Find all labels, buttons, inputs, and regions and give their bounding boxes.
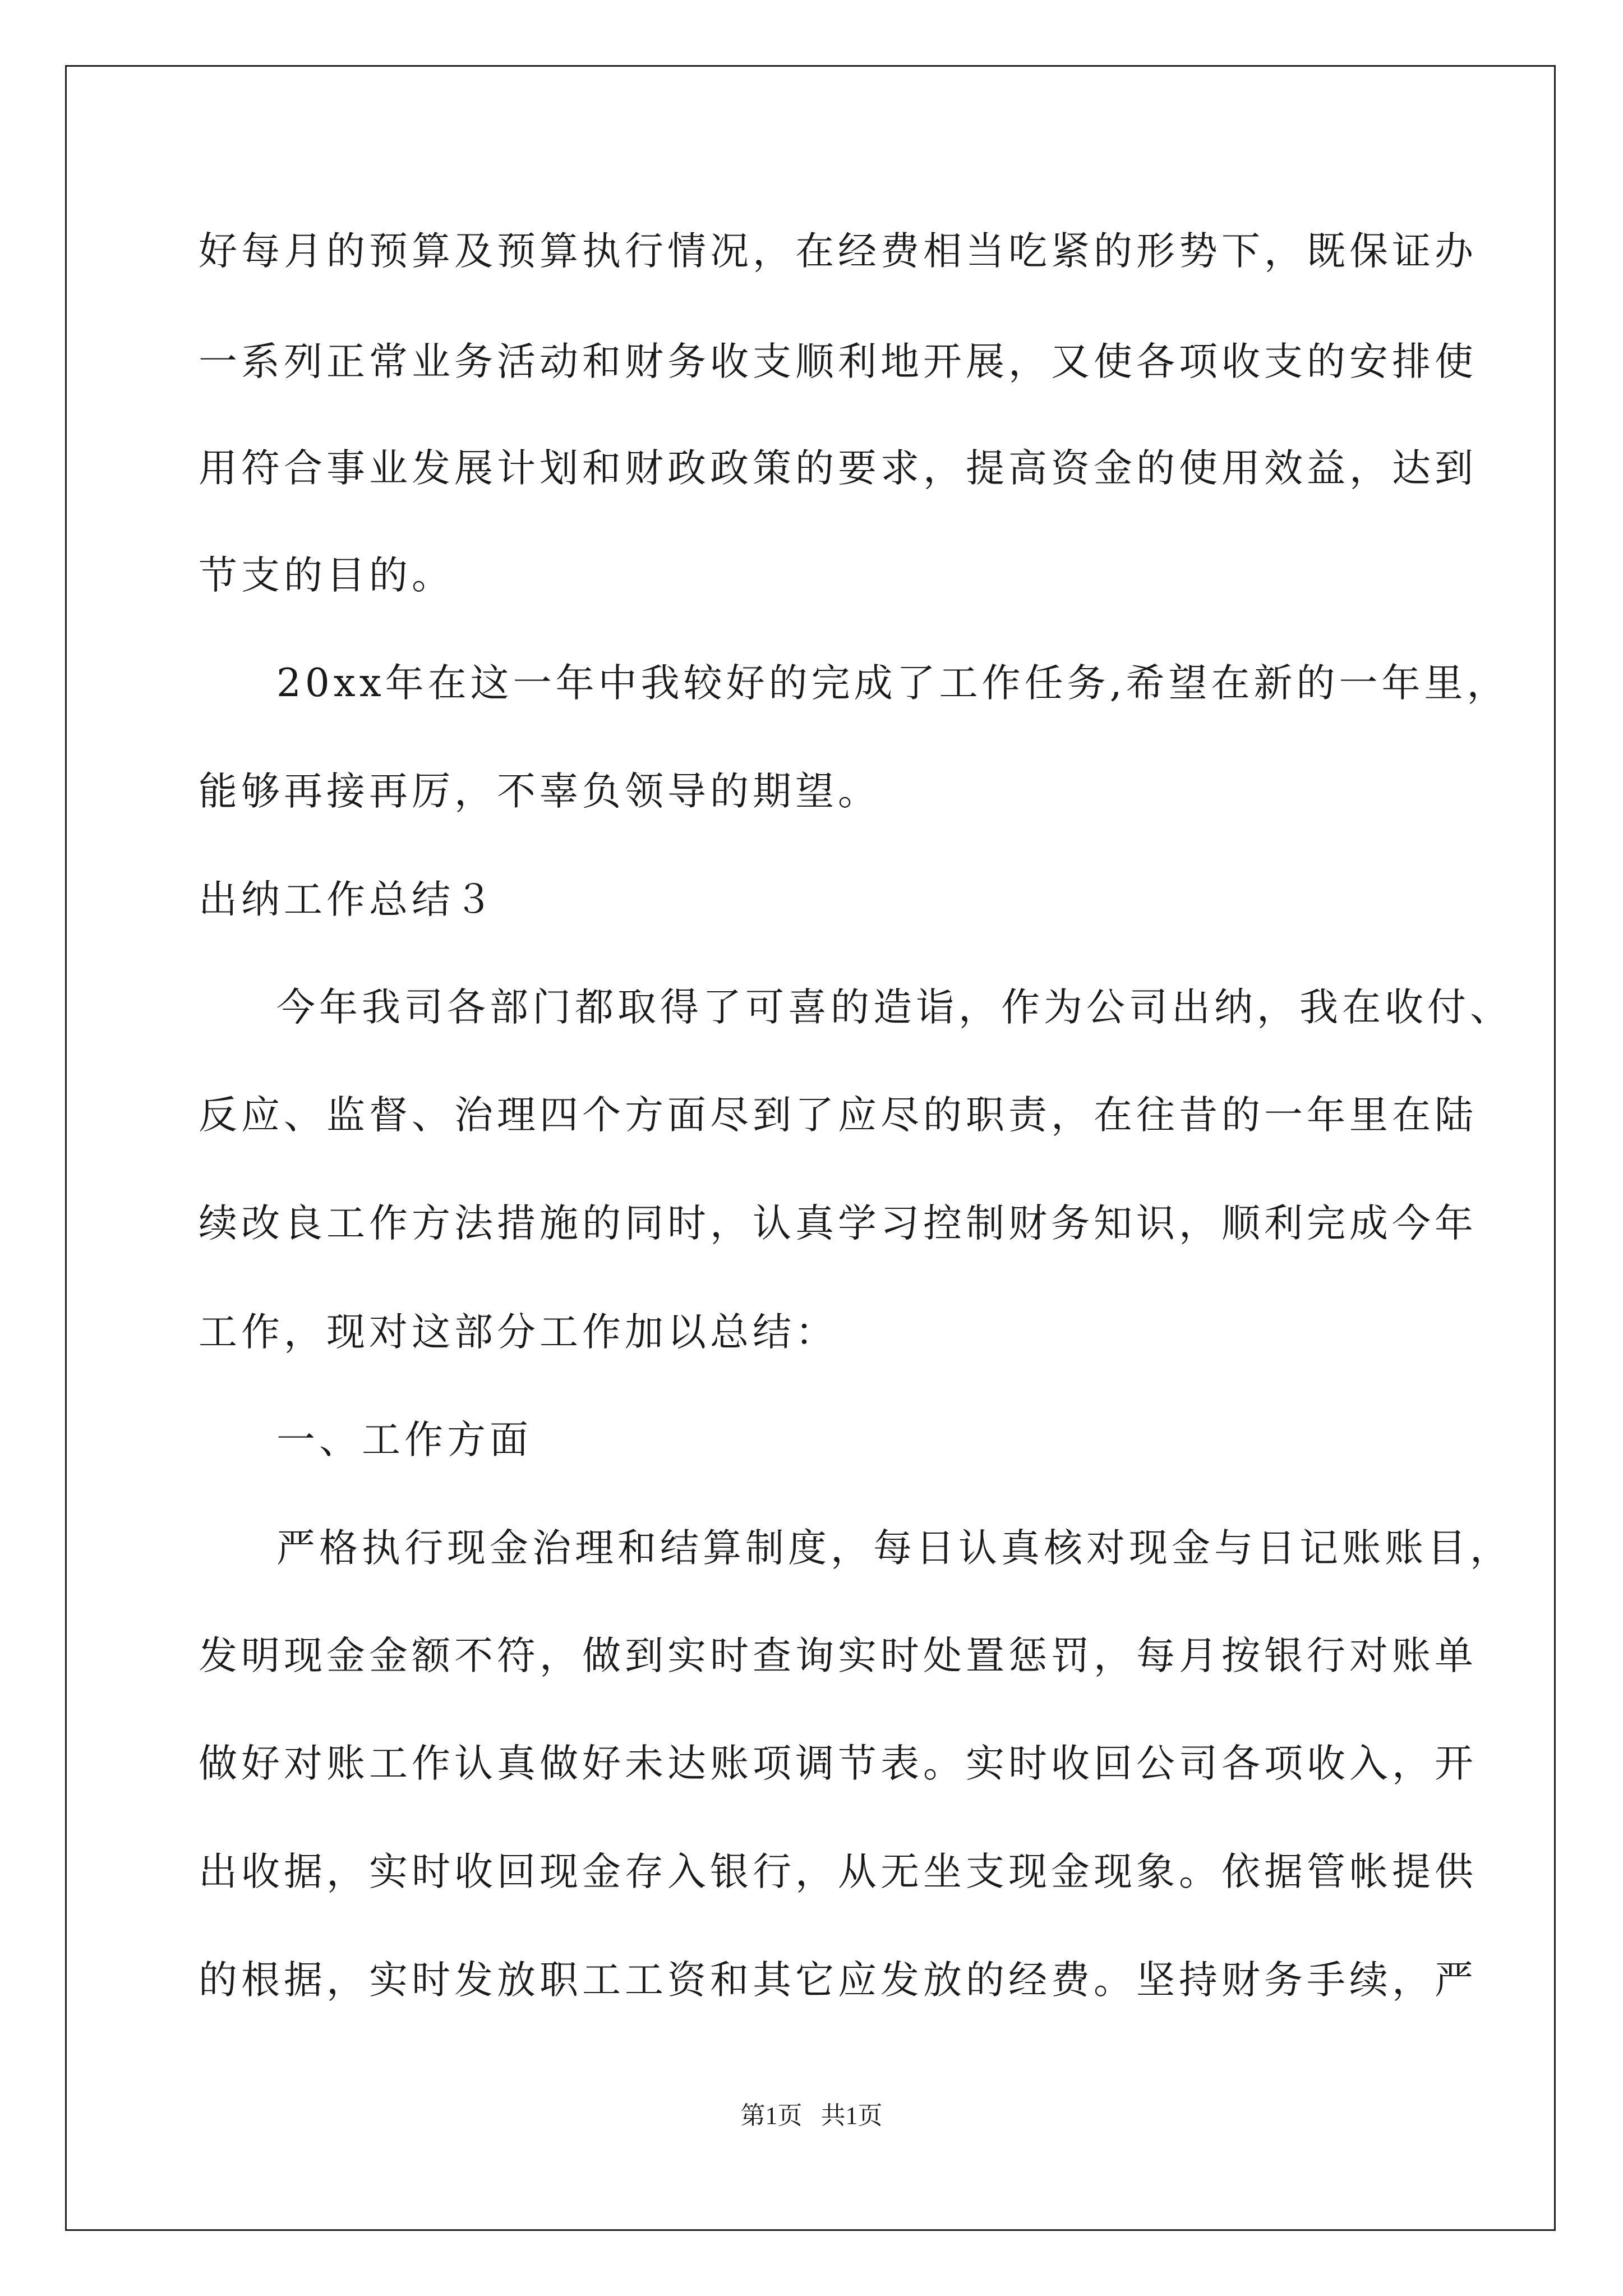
body-text-line: 20xx年在这一年中我较好的完成了工作任务,希望在新的一年里， — [276, 661, 1510, 706]
body-text-line: 用符合事业发展计划和财政政策的要求，提高资金的使用效益，达到 — [199, 446, 1477, 491]
body-text-line: 发明现金金额不符，做到实时查询实时处置惩罚，每月按银行对账单 — [199, 1634, 1477, 1678]
body-text-line: 能够再接再厉，不辜负领导的期望。 — [199, 769, 880, 814]
body-text-line: 节支的目的。 — [199, 553, 454, 598]
body-text-line: 工作，现对这部分工作加以总结： — [199, 1310, 838, 1355]
page-border — [65, 65, 1556, 2231]
body-text-line: 今年我司各部门都取得了可喜的造诣，作为公司出纳，我在收付、 — [276, 985, 1513, 1030]
body-text-line: 好每月的预算及预算执行情况，在经费相当吃紧的形势下，既保证办 — [199, 229, 1477, 274]
section-heading: 出纳工作总结３ — [199, 877, 497, 922]
body-text-line: 反应、监督、治理四个方面尽到了应尽的职责，在往昔的一年里在陆 — [199, 1093, 1477, 1138]
body-text-line: 的根据，实时发放职工工资和其它应发放的经费。坚持财务手续，严 — [199, 1958, 1477, 2003]
body-text-line: 做好对账工作认真做好未达账项调节表。实时收回公司各项收入，开 — [199, 1741, 1477, 1786]
body-text-line: 出收据，实时收回现金存入银行，从无坐支现金现象。依据管帐提供 — [199, 1849, 1477, 1894]
body-text-line: 一系列正常业务活动和财务收支顺利地开展，又使各项收支的安排使 — [199, 339, 1477, 384]
body-text-line: 续改良工作方法措施的同时，认真学习控制财务知识，顺利完成今年 — [199, 1201, 1477, 1246]
body-text-line: 严格执行现金治理和结算制度，每日认真核对现金与日记账账目， — [276, 1526, 1513, 1571]
page-number-footer: 第1页 共1页 — [740, 2102, 883, 2129]
subsection-heading: 一、工作方面 — [276, 1418, 532, 1462]
